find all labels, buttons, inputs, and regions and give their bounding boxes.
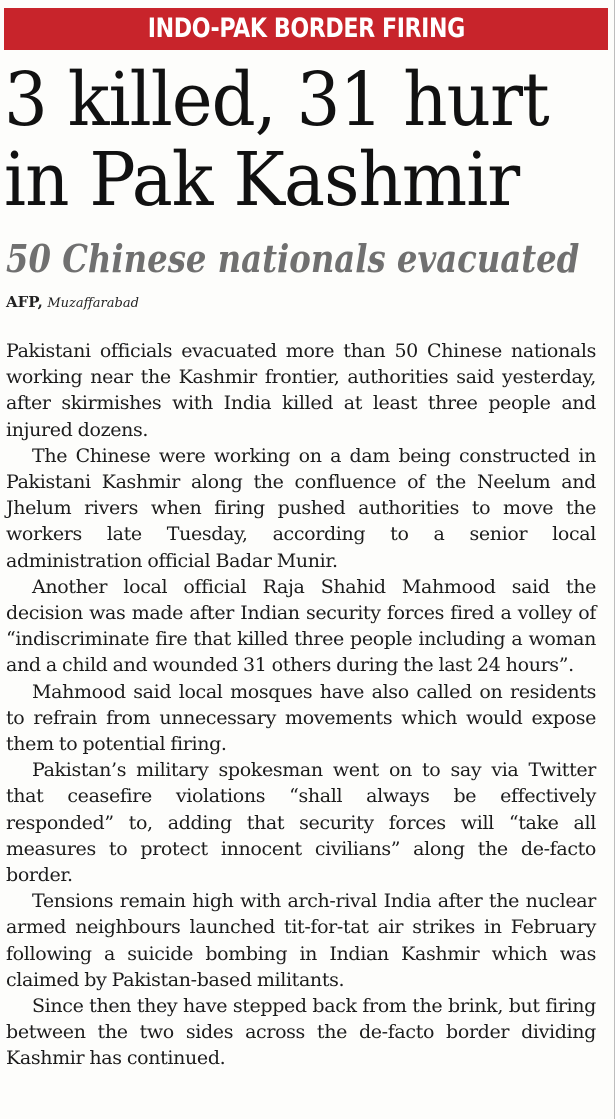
paragraph-3: Another local official Raja Shahid Mahmood said the decision was made after Indian security forces fired a volley of “indiscriminate fire that killed three people including a woman and a child and wounded 31 others during the last 24 hours”.	[6, 575, 596, 677]
paragraph-5: Pakistan’s military spokesman went on to say via Twitter that ceasefire violations “shall always be effectively responded” to, adding that security forces will “take all measures to protect innocent civilians” along the de-facto border.	[6, 759, 596, 887]
byline-agency: AFP,	[6, 293, 43, 311]
byline-location: Muzaffarabad	[47, 296, 139, 311]
kicker-text: INDO-PAK BORDER FIRING	[147, 13, 465, 44]
paragraph-2: The Chinese were working on a dam being constructed in Pakistani Kashmir along the confluence of the Neelum and Jhelum rivers when firing pushed authorities to move the workers late Tuesday, according to a senior local administration official Badar Munir.	[6, 444, 596, 572]
article-body	[6, 338, 596, 1072]
paragraph-6: Tensions remain high with arch-rival India after the nuclear armed neighbours launched tit-for-tat air strikes in February following a suicide bombing in Indian Kashmir which was claimed by Pakistan-based militants.	[6, 890, 596, 991]
paragraph-4: Mahmood said local mosques have also called on residents to refrain from unnecessary movements which would expose them to potential firing.	[6, 680, 596, 756]
paragraph-1: Pakistani officials evacuated more than 50 Chinese nationals working near the Kashmir frontier, authorities said yesterday, after skirmishes with India killed at least three people and injured dozens.	[6, 340, 596, 441]
paragraph-7: Since then they have stepped back from the brink, but firing between the two sides across the de-facto border dividing Kashmir has continued.	[6, 995, 596, 1070]
headline-line-2: in Pak Kashmir	[4, 137, 520, 223]
headline	[4, 57, 612, 223]
headline-line-1: 3 killed, 31 hurt	[4, 57, 549, 143]
byline	[6, 292, 139, 314]
section-kicker-banner	[4, 8, 608, 50]
subheadline: 50 Chinese nationals evacuated	[6, 236, 580, 281]
